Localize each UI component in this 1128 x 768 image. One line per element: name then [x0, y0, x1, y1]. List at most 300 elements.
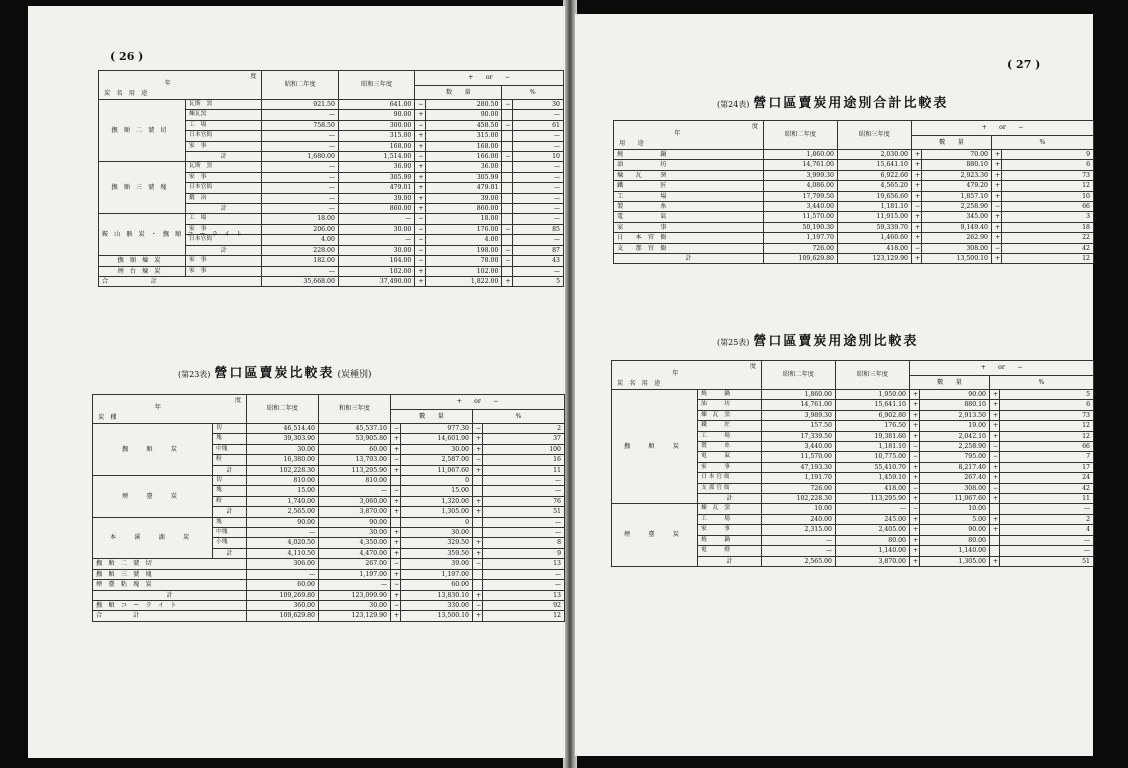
table-cell: 計: [614, 254, 764, 264]
table-cell: 30.00: [319, 600, 391, 610]
header-cell: 炭 名: [617, 379, 636, 387]
table-cell: −: [391, 600, 401, 610]
page-number: ( 27 ): [1007, 58, 1041, 71]
table-cell: 458.50: [425, 120, 501, 130]
table-row: [614, 233, 1094, 243]
table-cell: —: [513, 214, 564, 224]
table-cell: 880.10: [920, 400, 990, 410]
table-cell: 鍛 冶: [186, 193, 262, 203]
table-cell: 305.99: [338, 172, 414, 182]
header-cell: %: [502, 85, 564, 100]
header-cell: 昭和三年度: [836, 361, 910, 390]
table-cell: 109,269.80: [247, 590, 319, 600]
group-name: 煙 臺 炭: [612, 504, 698, 566]
table-cell: 66: [1000, 442, 1094, 452]
table-cell: 11,570.00: [764, 212, 838, 222]
table-cell: 1,305.00: [920, 556, 990, 566]
table-cell: 1,197.00: [401, 569, 473, 579]
table-cell: 37: [483, 434, 565, 444]
table-cell: 90.00: [920, 390, 990, 400]
table-cell: +: [992, 170, 1002, 180]
table-cell: 7: [1000, 452, 1094, 462]
table-cell: +: [912, 212, 922, 222]
table-cell: —: [513, 204, 564, 214]
table-cell: —: [247, 569, 319, 579]
table-cell: 35,668.00: [262, 276, 338, 286]
table-cell: 810.00: [319, 476, 391, 486]
table-cell: 182.00: [262, 256, 338, 266]
table-cell: 14,761.00: [764, 160, 838, 170]
header-cell: 年: [154, 404, 161, 411]
table-cell: 家 事: [186, 224, 262, 234]
table-cell: 100: [483, 444, 565, 454]
table-cell: +: [502, 276, 513, 286]
table-cell: 6: [1002, 160, 1094, 170]
table-cell: 煉 瓦 窯: [698, 410, 762, 420]
table-cell: 4,350.00: [319, 538, 391, 548]
table-cell: +: [910, 535, 920, 545]
table-row: [614, 160, 1094, 170]
header-cell: 年: [164, 80, 171, 87]
table-cell: 30.00: [401, 444, 473, 454]
table-cell: 小塊: [213, 538, 247, 548]
table-cell: 1,140.00: [836, 546, 910, 556]
table-cell: −: [415, 120, 426, 130]
table-cell: 2,315.00: [762, 525, 836, 535]
table-cell: —: [513, 235, 564, 245]
table-cell: 計: [213, 507, 247, 517]
table-cell: 2: [483, 424, 565, 434]
subtotal-row: [93, 590, 565, 600]
table-cell: +: [990, 494, 1000, 504]
table-cell: —: [762, 546, 836, 556]
table-cell: +: [992, 212, 1002, 222]
table-cell: 煉 瓦 窯: [698, 504, 762, 514]
table-cell: 123,099.90: [319, 590, 391, 600]
table-cell: 305.99: [425, 172, 501, 182]
table-cell: 70.00: [922, 150, 992, 160]
table-cell: 1,197.00: [319, 569, 391, 579]
table-row: [99, 100, 564, 110]
table-cell: [502, 235, 513, 245]
table-cell: −: [912, 202, 922, 212]
table-25: [611, 360, 1094, 567]
table-cell: 113,295.90: [319, 465, 391, 475]
table-cell: 合 計: [93, 611, 247, 621]
table-cell: 工 場: [186, 120, 262, 130]
table-cell: −: [912, 243, 922, 253]
table-cell: +: [391, 548, 401, 558]
table-cell: 308.00: [922, 243, 992, 253]
table-cell: +: [990, 431, 1000, 441]
table-cell: 1,680.00: [262, 152, 338, 162]
table-cell: [502, 172, 513, 182]
header-cell: 用 途: [128, 89, 148, 97]
table-cell: 撫 順 二 號 切: [93, 559, 247, 569]
table-cell: +: [990, 556, 1000, 566]
table-row: [614, 181, 1094, 191]
table-cell: −: [415, 224, 426, 234]
table-cell: +: [415, 183, 426, 193]
table-cell: —: [483, 517, 565, 527]
table-cell: 9,149.40: [922, 222, 992, 232]
table-row: [99, 162, 564, 172]
table-cell: 11,570.00: [762, 452, 836, 462]
table-cell: 15.00: [401, 486, 473, 496]
table-cell: 3,989.30: [762, 410, 836, 420]
table-cell: −: [473, 455, 483, 465]
table-cell: —: [1000, 535, 1094, 545]
table-cell: +: [992, 222, 1002, 232]
table-cell: 176.00: [425, 224, 501, 234]
header-cell: 炭 名: [104, 89, 123, 97]
header-cell: 昭和二年度: [764, 121, 838, 150]
table-cell: 61: [513, 120, 564, 130]
table-cell: 1,305.00: [401, 507, 473, 517]
table-cell: 39.00: [338, 193, 414, 203]
table-cell: 家 事: [186, 266, 262, 276]
table-cell: 6: [1000, 400, 1094, 410]
table-cell: 13,793.00: [319, 455, 391, 465]
table-cell: 267.00: [319, 559, 391, 569]
table-cell: 1,860.00: [762, 390, 836, 400]
table-cell: 4,565.20: [838, 181, 912, 191]
table-cell: 102.00: [338, 266, 414, 276]
table-cell: 30.00: [401, 528, 473, 538]
title-text: 營口區賣炭用途別合計比較表: [753, 96, 949, 111]
table-cell: 11,067.60: [920, 494, 990, 504]
table-cell: —: [513, 141, 564, 151]
group-name: 撫順三號塊: [99, 162, 186, 214]
table-cell: [502, 183, 513, 193]
table-cell: 109,629.80: [764, 254, 838, 264]
table-cell: 921.50: [262, 100, 338, 110]
table-cell: 家 事: [614, 222, 764, 232]
header-cell: 年: [674, 130, 681, 137]
header-cell: 年: [672, 370, 679, 377]
table-cell: 10,775.00: [836, 452, 910, 462]
table-25-title: [717, 330, 918, 349]
table-cell: +: [990, 462, 1000, 472]
table-cell: +: [473, 434, 483, 444]
table-cell: 19,656.60: [838, 191, 912, 201]
table-cell: 2,030.00: [838, 150, 912, 160]
table-cell: −: [415, 245, 426, 255]
table-cell: 90.00: [920, 525, 990, 535]
table-cell: 39.00: [425, 193, 501, 203]
table-number: (第25表): [717, 338, 750, 347]
diag-header: [93, 395, 247, 424]
table-cell: 30.00: [338, 245, 414, 255]
table-cell: +: [473, 548, 483, 558]
table-cell: 157.50: [762, 421, 836, 431]
table-cell: 479.20: [922, 181, 992, 191]
table-cell: +: [391, 444, 401, 454]
table-cell: 鐵 匠: [698, 421, 762, 431]
table-cell: +: [992, 181, 1002, 191]
table-cell: −: [502, 152, 513, 162]
total-row: [614, 254, 1094, 264]
table-cell: —: [262, 162, 338, 172]
table-cell: [473, 580, 483, 590]
table-row: [614, 202, 1094, 212]
header-cell: %: [473, 409, 565, 424]
table-cell: 262.90: [922, 233, 992, 243]
table-cell: 4: [1000, 525, 1094, 535]
table-cell: 360.00: [247, 600, 319, 610]
header-cell: 昭和三年度: [338, 71, 414, 100]
table-cell: 228.00: [262, 245, 338, 255]
table-cell: 13,500.10: [922, 254, 992, 264]
table-24: [613, 120, 1094, 264]
header-cell: + or −: [391, 395, 565, 410]
table-cell: 198.00: [425, 245, 501, 255]
table-cell: +: [912, 181, 922, 191]
header-cell: + or −: [910, 361, 1094, 376]
table-cell: 3,870.00: [319, 507, 391, 517]
group-name: 煙台煉炭: [99, 266, 186, 276]
table-cell: +: [415, 162, 426, 172]
table-cell: 123,129.90: [319, 611, 391, 621]
table-cell: +: [391, 538, 401, 548]
table-cell: 280.50: [425, 100, 501, 110]
table-cell: 計: [186, 152, 262, 162]
table-cell: +: [910, 525, 920, 535]
table-row: [612, 504, 1094, 514]
table-cell: +: [473, 465, 483, 475]
table-cell: 製 糸: [698, 442, 762, 452]
table-cell: [473, 486, 483, 496]
table-cell: 2,258.90: [920, 442, 990, 452]
table-cell: +: [912, 170, 922, 180]
table-cell: +: [910, 410, 920, 420]
table-cell: +: [992, 150, 1002, 160]
table-cell: 6,922.60: [838, 170, 912, 180]
table-cell: 267.40: [920, 473, 990, 483]
table-cell: −: [415, 214, 426, 224]
table-cell: 煉瓦窯: [186, 110, 262, 120]
header-cell: 度: [234, 397, 241, 404]
table-cell: +: [415, 266, 426, 276]
table-cell: —: [319, 486, 391, 496]
table-cell: —: [483, 528, 565, 538]
group-name: 本 溪 湖 炭: [93, 517, 213, 559]
table-cell: 粉: [213, 455, 247, 465]
table-cell: −: [415, 100, 426, 110]
header-cell: 度: [250, 73, 257, 80]
table-row: [612, 390, 1094, 400]
table-cell: 切: [213, 476, 247, 486]
table-row: [614, 191, 1094, 201]
table-cell: [990, 535, 1000, 545]
table-cell: +: [910, 556, 920, 566]
table-cell: 306.00: [247, 559, 319, 569]
table-cell: 15,641.10: [838, 160, 912, 170]
table-cell: 53,905.80: [319, 434, 391, 444]
table-cell: 製 糸: [614, 202, 764, 212]
table-cell: 電 氣: [614, 212, 764, 222]
table-cell: −: [473, 424, 483, 434]
table-cell: −: [391, 424, 401, 434]
table-cell: 92: [483, 600, 565, 610]
table-cell: +: [391, 507, 401, 517]
table-cell: +: [910, 473, 920, 483]
table-cell: 工 場: [614, 191, 764, 201]
table-cell: 12: [1000, 431, 1094, 441]
table-cell: 345.00: [922, 212, 992, 222]
table-cell: —: [262, 204, 338, 214]
table-cell: 860.00: [425, 204, 501, 214]
table-cell: +: [391, 434, 401, 444]
table-cell: 359.50: [401, 548, 473, 558]
table-row: [614, 212, 1094, 222]
table-cell: 1,197.70: [764, 233, 838, 243]
table-cell: —: [247, 528, 319, 538]
table-cell: 8,217.40: [920, 462, 990, 472]
table-cell: 12: [1000, 421, 1094, 431]
table-cell: +: [992, 254, 1002, 264]
table-cell: −: [415, 235, 426, 245]
table-cell: [502, 162, 513, 172]
table-24-title: [717, 92, 948, 111]
table-cell: 0: [401, 517, 473, 527]
header-cell: 昭和二年度: [247, 395, 319, 424]
table-cell: 工 場: [698, 514, 762, 524]
table-cell: 19,381.60: [836, 431, 910, 441]
table-cell: 479.01: [338, 183, 414, 193]
header-cell: 數 量: [910, 375, 990, 390]
table-cell: −: [990, 452, 1000, 462]
header-cell: 炭 種: [98, 413, 117, 421]
table-cell: [473, 476, 483, 486]
grand-total-row: [93, 611, 565, 621]
table-cell: +: [391, 528, 401, 538]
table-cell: 油 坊: [614, 160, 764, 170]
table-cell: 鐵 匠: [614, 181, 764, 191]
table-cell: 16: [483, 455, 565, 465]
table-cell: 11: [1000, 494, 1094, 504]
table-cell: 13: [483, 559, 565, 569]
table-cell: +: [990, 473, 1000, 483]
table-cell: +: [990, 514, 1000, 524]
table-cell: 43: [513, 256, 564, 266]
table-cell: 燒 鍋: [698, 390, 762, 400]
group-name: 撫 順 炭: [93, 424, 213, 476]
table-cell: —: [513, 266, 564, 276]
table-cell: +: [391, 611, 401, 621]
table-cell: 240.00: [762, 514, 836, 524]
table-cell: 860.00: [338, 204, 414, 214]
table-cell: 758.50: [262, 120, 338, 130]
table-cell: 18.00: [425, 214, 501, 224]
table-cell: —: [338, 235, 414, 245]
table-cell: [990, 546, 1000, 556]
header-cell: 用: [619, 139, 626, 147]
diag-header: [614, 121, 764, 150]
table-cell: +: [910, 494, 920, 504]
table-cell: —: [513, 131, 564, 141]
table-cell: +: [992, 191, 1002, 201]
table-cell: 880.10: [922, 160, 992, 170]
table-cell: 51: [1000, 556, 1094, 566]
table-22: [98, 70, 564, 287]
header-cell: 昭和二年度: [762, 361, 836, 390]
table-cell: −: [473, 559, 483, 569]
table-cell: [473, 528, 483, 538]
table-cell: 641.00: [338, 100, 414, 110]
table-cell: 10.00: [920, 504, 990, 514]
table-cell: −: [910, 483, 920, 493]
table-cell: +: [912, 222, 922, 232]
table-cell: 家 事: [698, 462, 762, 472]
table-cell: —: [1000, 504, 1094, 514]
table-cell: 1,950.00: [836, 390, 910, 400]
table-cell: 330.00: [401, 600, 473, 610]
table-cell: +: [415, 193, 426, 203]
table-cell: [502, 193, 513, 203]
table-cell: —: [513, 193, 564, 203]
table-cell: 13: [483, 590, 565, 600]
table-cell: +: [473, 538, 483, 548]
table-row: [99, 256, 564, 266]
table-cell: 日本官衙: [186, 183, 262, 193]
table-cell: 油 坊: [698, 400, 762, 410]
table-cell: 計: [698, 494, 762, 504]
table-cell: [502, 131, 513, 141]
table-cell: 2,587.00: [401, 455, 473, 465]
table-cell: 計: [213, 548, 247, 558]
table-cell: 1,181.10: [838, 202, 912, 212]
table-cell: 1,140.00: [920, 546, 990, 556]
table-cell: 329.50: [401, 538, 473, 548]
table-cell: 36.00: [338, 162, 414, 172]
table-cell: 18: [1002, 222, 1094, 232]
table-cell: 73: [1000, 410, 1094, 420]
table-cell: 煙 臺 粘 塊 炭: [93, 580, 247, 590]
table-cell: 3,870.00: [836, 556, 910, 566]
table-cell: 中塊: [213, 444, 247, 454]
table-cell: +: [391, 465, 401, 475]
table-cell: 3,440.00: [762, 442, 836, 452]
table-cell: +: [912, 191, 922, 201]
table-cell: 80.00: [836, 535, 910, 545]
header-cell: 数 量: [415, 85, 502, 100]
table-cell: 418.00: [838, 243, 912, 253]
table-cell: 撫 順 コ ー ラ イ ト: [93, 600, 247, 610]
table-cell: 撫 順 三 號 塊: [93, 569, 247, 579]
table-cell: 支 那 官 衙: [614, 243, 764, 253]
group-name: 撫順二號切: [99, 100, 186, 162]
table-cell: 工 場: [186, 214, 262, 224]
table-cell: 18.00: [262, 214, 338, 224]
table-cell: 5: [513, 276, 564, 286]
table-cell: [502, 204, 513, 214]
table-cell: 電 氣: [698, 452, 762, 462]
table-cell: 合 計: [99, 276, 262, 286]
table-cell: —: [483, 476, 565, 486]
table-row: [99, 214, 564, 224]
table-cell: 11,067.60: [401, 465, 473, 475]
table-cell: 11: [483, 465, 565, 475]
table-cell: 2,405.00: [836, 525, 910, 535]
table-cell: 瓦斯 窯: [186, 162, 262, 172]
table-cell: 1,320.00: [401, 496, 473, 506]
title-suffix: (炭種別): [337, 370, 372, 380]
table-cell: −: [391, 455, 401, 465]
table-cell: 12: [483, 611, 565, 621]
table-cell: 1,857.10: [922, 191, 992, 201]
table-cell: 3,060.00: [319, 496, 391, 506]
